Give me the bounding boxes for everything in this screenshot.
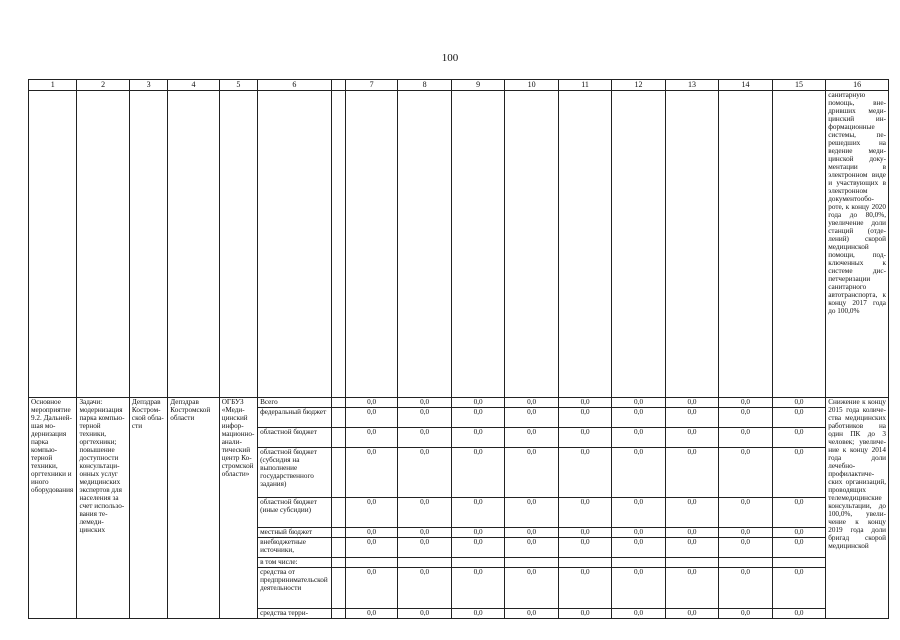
funding-value: 0,0 [558, 498, 611, 528]
funding-value: 0,0 [665, 538, 718, 558]
funding-value: 0,0 [558, 528, 611, 538]
header-col-16: 16 [826, 80, 889, 91]
funding-value: 0,0 [398, 528, 451, 538]
activity-tasks-cell [77, 398, 129, 619]
funding-value: 0,0 [451, 609, 504, 619]
funding-value: 0,0 [451, 408, 504, 428]
funding-value: 0,0 [398, 498, 451, 528]
funding-value: 0,0 [612, 568, 665, 609]
funding-value [345, 558, 397, 568]
funding-source: Всего [258, 398, 332, 408]
header-col-11: 11 [558, 80, 611, 91]
funding-value: 0,0 [719, 428, 772, 448]
funding-value: 0,0 [451, 538, 504, 558]
funding-value: 0,0 [719, 528, 772, 538]
funding-value: 0,0 [505, 528, 558, 538]
funding-value: 0,0 [345, 428, 397, 448]
header-col-7: 7 [345, 80, 397, 91]
header-col-15: 15 [772, 80, 825, 91]
funding-value: 0,0 [505, 568, 558, 609]
expected-result-text: Снижение к концу 2015 года количества медицинских работников на один ПК до 3 человек; увеличение к концу 2014 года доли лечебно-профилактических организаций, проводящих телемедицинские консультации, до 100,0%, увеличение к концу 2019 года доли бригад скорой медицинской [828, 398, 886, 550]
funding-value: 0,0 [345, 408, 397, 428]
funding-value: 0,0 [772, 568, 825, 609]
funding-value: 0,0 [665, 609, 718, 619]
funding-value: 0,0 [772, 398, 825, 408]
funding-value [719, 558, 772, 568]
blank-cell [331, 408, 345, 428]
funding-value: 0,0 [345, 448, 397, 498]
blank-cell [331, 609, 345, 619]
header-col-10: 10 [505, 80, 558, 91]
co-executor-cell [168, 398, 219, 619]
funding-value: 0,0 [665, 498, 718, 528]
funding-value: 0,0 [451, 398, 504, 408]
funding-value: 0,0 [612, 408, 665, 428]
program-table [28, 79, 889, 619]
expected-result-cell [826, 398, 889, 619]
funding-value: 0,0 [398, 538, 451, 558]
funding-value: 0,0 [451, 528, 504, 538]
funding-value: 0,0 [345, 498, 397, 528]
header-col-4: 4 [168, 80, 219, 91]
funding-value: 0,0 [398, 448, 451, 498]
funding-value: 0,0 [505, 448, 558, 498]
funding-value: 0,0 [719, 568, 772, 609]
funding-value: 0,0 [505, 538, 558, 558]
funding-value [558, 558, 611, 568]
funding-value: 0,0 [451, 498, 504, 528]
continuation-row [29, 91, 889, 398]
funding-value: 0,0 [772, 609, 825, 619]
funding-source: областной бюджет [258, 428, 332, 448]
funding-source: средства от предпринимательской деятельности [258, 568, 332, 609]
funding-value: 0,0 [719, 538, 772, 558]
funding-value: 0,0 [398, 398, 451, 408]
funding-value: 0,0 [398, 428, 451, 448]
header-col-1: 1 [29, 80, 77, 91]
funding-value [772, 558, 825, 568]
funding-value: 0,0 [665, 568, 718, 609]
funding-value: 0,0 [398, 408, 451, 428]
funding-value: 0,0 [505, 398, 558, 408]
funding-value: 0,0 [398, 568, 451, 609]
funding-value: 0,0 [505, 408, 558, 428]
participant-cell-text: ОГБУЗ «Медицинский информационно-аналитический центр Костромской области» [221, 398, 255, 478]
funding-source: внебюджетные источники, [258, 538, 332, 558]
header-col-blank [331, 80, 345, 91]
page-number: 100 [441, 52, 459, 64]
header-col-3: 3 [129, 80, 167, 91]
funding-value: 0,0 [772, 528, 825, 538]
activity-name-cell [29, 398, 77, 619]
funding-value: 0,0 [505, 498, 558, 528]
header-col-8: 8 [398, 80, 451, 91]
funding-value: 0,0 [772, 498, 825, 528]
funding-value: 0,0 [398, 609, 451, 619]
funding-value [612, 558, 665, 568]
funding-value: 0,0 [665, 528, 718, 538]
responsible-executor-cell [129, 398, 167, 619]
funding-value: 0,0 [451, 428, 504, 448]
blank-cell [331, 538, 345, 558]
funding-value: 0,0 [665, 408, 718, 428]
funding-value: 0,0 [612, 609, 665, 619]
funding-value [505, 558, 558, 568]
funding-value: 0,0 [345, 609, 397, 619]
blank-cell [331, 398, 345, 408]
responsible-executor-cell-text: Депздрав Костромской области [131, 398, 164, 430]
funding-value: 0,0 [505, 428, 558, 448]
funding-source: средства терри- [258, 609, 332, 619]
funding-value: 0,0 [665, 398, 718, 408]
funding-value: 0,0 [345, 568, 397, 609]
funding-value: 0,0 [558, 609, 611, 619]
funding-value: 0,0 [612, 498, 665, 528]
funding-value: 0,0 [665, 448, 718, 498]
header-col-2: 2 [77, 80, 129, 91]
funding-value: 0,0 [719, 448, 772, 498]
funding-value: 0,0 [558, 538, 611, 558]
blank-cell [331, 558, 345, 568]
header-col-12: 12 [612, 80, 665, 91]
funding-value: 0,0 [612, 428, 665, 448]
funding-value: 0,0 [345, 398, 397, 408]
funding-value: 0,0 [612, 528, 665, 538]
activity-tasks-cell-text: Задачи: модернизация парка компьютерной техники, оргтехники; повышение доступности консультационных услуг медицинских экспертов для населения за счет использования телемедицинских [79, 398, 125, 534]
funding-value: 0,0 [719, 609, 772, 619]
header-row [29, 80, 889, 91]
blank-cell [331, 428, 345, 448]
funding-source: областной бюджет (субсидия на выполнение государственного задания) [258, 448, 332, 498]
funding-value: 0,0 [558, 568, 611, 609]
header-col-14: 14 [719, 80, 772, 91]
blank-cell [331, 568, 345, 609]
funding-source: областной бюджет (иные субсидии) [258, 498, 332, 528]
funding-value: 0,0 [772, 408, 825, 428]
funding-value: 0,0 [345, 528, 397, 538]
funding-value [451, 558, 504, 568]
funding-value: 0,0 [719, 498, 772, 528]
funding-value: 0,0 [558, 408, 611, 428]
participant-cell [219, 398, 257, 619]
funding-value: 0,0 [612, 398, 665, 408]
funding-value: 0,0 [719, 398, 772, 408]
funding-value: 0,0 [772, 538, 825, 558]
continuation-result-cell [826, 91, 889, 398]
header-col-13: 13 [665, 80, 718, 91]
continuation-result-text: санитарную помощь, внедривших медицинский информационные системы, перешедших на ведение медицинской документации в электронном виде и участвующих в электронном документообороте, к концу 2020 года до 80,0%, увеличение доли станций (отделений) скорой медицинской помощи, подключенных к системе диспетчеризации санитарного автотранспорта, к концу 2017 года до 100,0% [828, 91, 886, 315]
funding-source: федеральный бюджет [258, 408, 332, 428]
header-col-6: 6 [258, 80, 332, 91]
blank-cell [331, 528, 345, 538]
funding-value: 0,0 [451, 568, 504, 609]
funding-value [398, 558, 451, 568]
funding-value: 0,0 [558, 398, 611, 408]
funding-value [665, 558, 718, 568]
funding-source: местный бюджет [258, 528, 332, 538]
funding-value: 0,0 [665, 428, 718, 448]
blank-cell [331, 498, 345, 528]
funding-value: 0,0 [451, 448, 504, 498]
funding-value: 0,0 [612, 448, 665, 498]
blank-cell [331, 448, 345, 498]
funding-row [29, 398, 889, 408]
funding-value: 0,0 [345, 538, 397, 558]
funding-value: 0,0 [558, 448, 611, 498]
header-col-9: 9 [451, 80, 504, 91]
funding-source: в том числе: [258, 558, 332, 568]
funding-value: 0,0 [612, 538, 665, 558]
activity-name-cell-text: Основное мероприятие 9.2. Дальнейшая модернизация парка компьютерной техники, оргтехники и иного оборудования [31, 398, 74, 494]
funding-value: 0,0 [558, 428, 611, 448]
funding-value: 0,0 [772, 428, 825, 448]
funding-value: 0,0 [772, 448, 825, 498]
co-executor-cell-text: Депздрав Костромской области [170, 398, 211, 422]
funding-value: 0,0 [719, 408, 772, 428]
header-col-5: 5 [219, 80, 257, 91]
funding-value: 0,0 [505, 609, 558, 619]
